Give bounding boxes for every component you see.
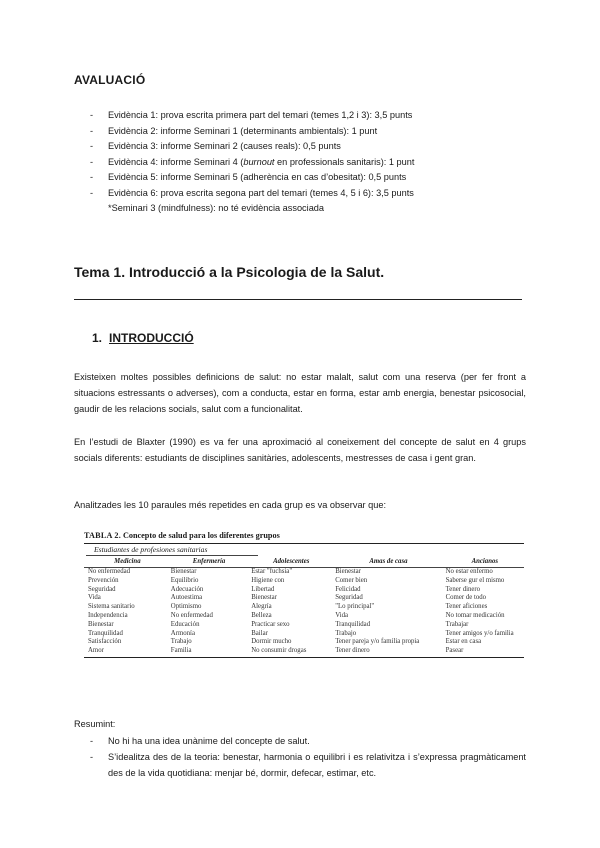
table-cell: Comer de todo <box>445 594 487 602</box>
bullet-dash: - <box>90 736 94 746</box>
bullet-dash: - <box>90 125 94 136</box>
evaluation-item-text-after: en professionals sanitaris): 1 punt <box>274 156 415 167</box>
summary-list <box>90 733 526 781</box>
bullet-dash: - <box>90 156 94 167</box>
table-cell: Bienestar <box>170 568 197 575</box>
evaluation-item-text: Evidència 2: informe Seminari 1 (determinants ambientals): 1 punt <box>108 125 378 136</box>
table-body <box>84 568 524 658</box>
table-cell: Estar "fuchsia" <box>251 568 293 575</box>
table-row <box>84 594 524 603</box>
table-cell: Armonía <box>170 629 195 637</box>
table-cell: Libertad <box>251 585 275 593</box>
table-cell: Amor <box>84 647 167 657</box>
evaluation-item <box>90 170 414 186</box>
table-row <box>84 630 524 639</box>
paragraph-analysis-intro: Analitzades les 10 paraules més repetides en cada grup es va observar que: <box>74 500 387 510</box>
table-cell: Equilibrio <box>170 576 199 584</box>
table-cell: Tranquilidad <box>88 629 123 637</box>
table-cell: Prevención <box>88 576 119 584</box>
section-number: 1. <box>92 331 103 345</box>
summary-label: Resumint: <box>74 719 116 729</box>
table-row <box>84 586 524 595</box>
table-row <box>84 577 524 586</box>
table-cell: Bienestar <box>88 620 114 628</box>
evaluation-item <box>90 124 414 140</box>
table-cell: Tener pareja y/o familia propia <box>335 638 420 646</box>
table-cell: No enfermedad <box>170 611 213 619</box>
table-cell: Satisfacción <box>88 638 122 646</box>
evaluation-item-text: Evidència 6: prova escrita segona part del temari (temes 4, 5 i 6): 3,5 punts <box>108 187 414 198</box>
evaluation-item-text-italic: burnout <box>243 156 275 167</box>
column-header: Adolescentes <box>247 556 331 568</box>
table-cell: Trabajo <box>170 638 192 646</box>
column-header: Enfermería <box>167 556 247 568</box>
table-cell: Practicar sexo <box>251 620 290 628</box>
evaluation-list <box>90 108 414 202</box>
table-cell: Educación <box>170 620 200 628</box>
table-cell: Optimismo <box>170 603 202 611</box>
table-cell: Dormir mucho <box>251 638 292 646</box>
table-group-header: Estudiantes de profesiones sanitarias <box>94 545 208 554</box>
table-cell: Tener amigos y/o familia <box>445 629 514 637</box>
table-cell: Independencia <box>88 611 128 619</box>
table-cell: Trabajo <box>335 629 357 637</box>
table-cell: No tomar medicación <box>445 611 505 619</box>
table-cell: Seguridad <box>88 585 116 593</box>
table-cell: Tener aficiones <box>445 603 488 611</box>
paragraph-definitions: Existeixen moltes possibles definicions de salut: no estar malalt, salut com una reserva (per fer front a situacions estressants o adverses), com a conducta, estar en forma, estar amb energia, benestar psicosocial, gaudir de les relacions socials, salut com a funcionalitat. <box>74 372 526 414</box>
evaluation-item <box>90 108 414 124</box>
evaluation-item <box>90 186 414 202</box>
table-cell: Saberse gur el mismo <box>445 576 505 584</box>
table-row <box>84 647 524 657</box>
table-cell: Trabajar <box>445 620 469 628</box>
table-cell: Alegría <box>251 603 272 611</box>
table-grid <box>84 556 524 658</box>
table-cell: Bienestar <box>251 594 277 602</box>
table-cell: No consumir drogas <box>247 647 331 657</box>
table-cell: Tener dinero <box>331 647 441 657</box>
evaluation-heading: AVALUACIÓ <box>74 73 146 87</box>
table-row <box>84 621 524 630</box>
table-cell: Sistema sanitario <box>88 603 135 611</box>
table-cell: Estar en casa <box>445 638 482 646</box>
table-cell: Tener dinero <box>445 585 481 593</box>
table-cell: No estar enfermo <box>445 568 493 575</box>
table-cell: Familia <box>167 647 247 657</box>
paragraph-blaxter: En l’estudi de Blaxter (1990) es va fer una aproximació al coneixement del concepte de salut en 4 grups socials diferents: estudiants de disciplines sanitàries, adolescents, mestresses de casa i gent gran. <box>74 437 526 463</box>
summary-item <box>90 733 526 749</box>
section-title: INTRODUCCIÓ <box>109 331 194 345</box>
evaluation-item-text: Evidència 5: informe Seminari 5 (adherència en cas d’obesitat): 0,5 punts <box>108 172 407 183</box>
table-cell: Tranquilidad <box>335 620 371 628</box>
summary-item-text: No hi ha una idea unànime del concepte de salut. <box>108 736 310 746</box>
summary-item-text: S’idealitza des de la teoria: benestar, harmonia o equilibri i es relativitza i s’expressa pragmàticament des de la vida quotidiana: menjar bé, dormir, defecar, estimar, etc. <box>108 752 526 778</box>
table-cell: Adecuación <box>170 585 204 593</box>
table-cell: Pasear <box>442 647 524 657</box>
evaluation-item <box>90 155 414 171</box>
table-cell: Autoestima <box>170 594 203 602</box>
evaluation-item-text: Evidència 1: prova escrita primera part del temari (temes 1,2 i 3): 3,5 punts <box>108 110 413 120</box>
bullet-dash: - <box>90 172 94 183</box>
table-cell: Vida <box>335 611 349 619</box>
table-row <box>84 638 524 647</box>
table-cell: No enfermedad <box>88 568 131 575</box>
column-header: Ancianos <box>442 556 524 568</box>
summary-item <box>90 749 526 781</box>
table-cell: Bienestar <box>335 568 361 575</box>
table-header-row <box>84 556 524 568</box>
table-cell: Vida <box>88 594 101 602</box>
table-cell: Comer bien <box>335 576 368 584</box>
table-cell: Seguridad <box>335 594 363 602</box>
bullet-dash: - <box>90 110 94 120</box>
column-header: Medicina <box>84 556 167 568</box>
table-caption <box>84 530 524 541</box>
bullet-dash: - <box>90 752 94 762</box>
table-row <box>84 612 524 621</box>
table-cell: Belleza <box>251 611 272 619</box>
column-header: Amas de casa <box>331 556 441 568</box>
chapter-title: Tema 1. Introducció a la Psicologia de la Salut. <box>74 264 385 280</box>
table-row <box>84 568 524 577</box>
health-concept-table <box>84 530 524 658</box>
evaluation-item <box>90 139 414 155</box>
bullet-dash: - <box>90 187 94 198</box>
table-cell: Felicidad <box>335 585 361 593</box>
evaluation-note: *Seminari 3 (mindfulness): no té evidència associada <box>108 203 325 213</box>
table-caption-label: TABLA 2. <box>84 531 121 540</box>
evaluation-item-text: Evidència 3: informe Seminari 2 (causes reals): 0,5 punts <box>108 141 341 152</box>
bullet-dash: - <box>90 141 94 152</box>
evaluation-item-text-before: Evidència 4: informe Seminari 4 ( <box>108 156 244 167</box>
table-cell: Higiene con <box>251 576 285 584</box>
table-caption-text: Concepto de salud para los diferentes grupos <box>122 531 280 540</box>
table-cell: "Lo principal" <box>335 603 375 611</box>
horizontal-rule <box>74 299 522 300</box>
table-cell: Bailar <box>251 629 268 637</box>
table-row <box>84 603 524 612</box>
